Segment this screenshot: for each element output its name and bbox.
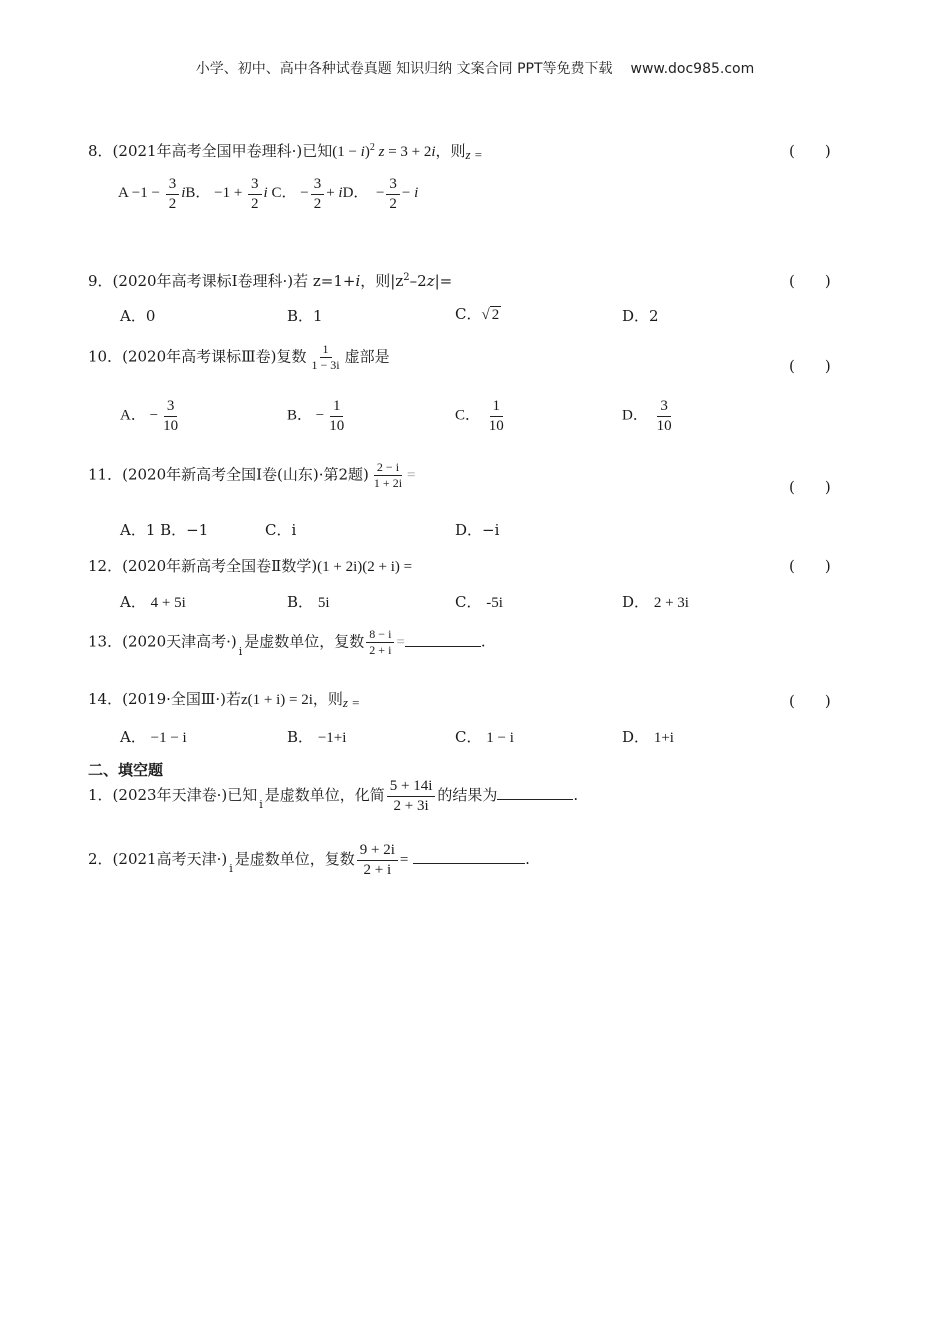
q14-option-c[interactable]: C． 1 − i: [455, 728, 514, 746]
page-header: [0, 58, 950, 78]
sqrt-icon: √ 2: [481, 307, 500, 323]
q9-option-c[interactable]: C．√ 2: [455, 305, 500, 323]
header-ad-text: 小学、初中、高中各种试卷真题 知识归纳 文案合同 PPT等免费下载: [195, 61, 613, 77]
q11-number: 11．: [88, 465, 123, 484]
q8-option-b[interactable]: B． −1 + $\frac{3}{2}$ i: [185, 176, 268, 212]
f2-number: 2．: [88, 850, 113, 868]
q8-option-a[interactable]: A −1 − $\frac{3}{2}$ i: [118, 176, 186, 212]
q12-option-b[interactable]: B． 5i: [287, 593, 330, 611]
f1-answer-blank[interactable]: [497, 785, 573, 800]
question-8: [88, 140, 483, 161]
q11-option-c[interactable]: C．i: [265, 521, 297, 539]
question-14: 14．(2019·全国Ⅲ·)若z(1 + i) = 2i，则z =: [88, 690, 360, 710]
q10-fraction: $\frac{1}{1 - 3i}$: [311, 342, 340, 373]
q10-option-b[interactable]: B． − $\frac{1}{10}$: [287, 398, 345, 434]
q14-option-d[interactable]: D． 1+i: [622, 728, 674, 746]
question-10: 10．(2020年高考课标Ⅲ卷)复数 $\frac{1}{1 - 3i}$ 虚部是: [88, 342, 390, 373]
q10-number: 10．: [88, 347, 123, 366]
q11-answer-paren[interactable]: ( ): [789, 478, 831, 496]
fill-question-2: 2．(2021高考天津$\cdot)_i$是虚数单位，复数 $\frac{9 + 2i}{2 + i}$ = .: [88, 842, 530, 878]
q8-z-eq: z =: [465, 147, 483, 162]
f2-answer-blank[interactable]: [413, 849, 525, 864]
q12-answer-paren[interactable]: ( ): [789, 557, 831, 575]
header-website-link[interactable]: www.doc985.com: [630, 61, 755, 77]
q8-expression: $(1 - i)^2$ z = 3 + 2i: [332, 142, 436, 160]
q8-number: 8．: [88, 142, 113, 160]
q11-fraction: $\frac{2 - i}{1 + 2i}$: [373, 460, 403, 491]
f2-fraction: $\frac{9 + 2i}{2 + i}$: [357, 842, 398, 878]
q14-number: 14．: [88, 690, 123, 708]
q9-option-a[interactable]: A．0: [120, 307, 156, 325]
q8-option-c[interactable]: C． − $\frac{3}{2}$ + i: [271, 176, 343, 212]
q11-option-d[interactable]: D．−i: [455, 521, 500, 539]
q10-option-a[interactable]: A． − $\frac{3}{10}$: [120, 398, 179, 434]
f1-fraction: $\frac{5 + 14i}{2 + 3i}$: [387, 778, 436, 814]
q9-option-b[interactable]: B．1: [287, 307, 323, 325]
q9-answer-paren[interactable]: ( ): [789, 272, 831, 290]
q11-option-ab[interactable]: A．1 B．−1: [120, 521, 209, 539]
q14-option-b[interactable]: B． −1+i: [287, 728, 347, 746]
q13-fraction: $\frac{8 - i}{2 + i}$: [366, 628, 394, 657]
q8-source: (2021年高考全国甲卷理科·)已知: [112, 142, 333, 160]
q10-option-c[interactable]: C． $\frac{1}{10}$: [455, 398, 504, 434]
question-13: 13．(2020天津高考$\cdot)_i$是虚数单位，复数 $\frac{8 - i}{2 + i}$ = .: [88, 627, 486, 658]
q10-option-d[interactable]: D． $\frac{3}{10}$: [622, 398, 672, 434]
section-fill-in-title: 二、填空题: [88, 761, 164, 779]
question-9: 9．(2020年高考课标Ⅰ卷理科·)若 z=1+i，则$|z^2-2z|=$: [88, 272, 453, 290]
q12-expression: (1 + 2i)(2 + i) =: [317, 559, 413, 575]
q8-then: ，则: [435, 142, 466, 160]
q13-answer-blank[interactable]: [405, 632, 481, 647]
f1-number: 1．: [88, 786, 113, 804]
q8-option-d[interactable]: D． − $\frac{3}{2}$ − i: [342, 176, 419, 212]
q14-option-a[interactable]: A． −1 − i: [120, 728, 187, 746]
q12-option-d[interactable]: D． 2 + 3i: [622, 593, 689, 611]
q9-option-d[interactable]: D．2: [622, 307, 659, 325]
q8-answer-paren[interactable]: ( ): [789, 142, 831, 160]
q8-options: [118, 176, 418, 212]
question-11: 11．(2020年新高考全国Ⅰ卷(山东)·第2题) $\frac{2 - i}{1 + 2i}$ =: [88, 460, 416, 491]
q9-number: 9．: [88, 272, 113, 290]
fill-question-1: 1．(2023年天津卷·)已知$_i$是虚数单位，化简 $\frac{5 + 14i}{2 + 3i}$ 的结果为 .: [88, 778, 579, 814]
q12-option-c[interactable]: C． -5i: [455, 593, 503, 611]
q13-number: 13．: [88, 632, 123, 651]
q14-expression: z(1 + i) = 2i: [240, 692, 313, 708]
q14-answer-paren[interactable]: ( ): [789, 692, 831, 710]
q12-option-a[interactable]: A． 4 + 5i: [120, 593, 186, 611]
q12-number: 12．: [88, 557, 123, 575]
question-12: 12．(2020年新高考全国卷Ⅱ数学)(1 + 2i)(2 + i) =: [88, 557, 413, 575]
q10-answer-paren[interactable]: ( ): [789, 357, 831, 375]
